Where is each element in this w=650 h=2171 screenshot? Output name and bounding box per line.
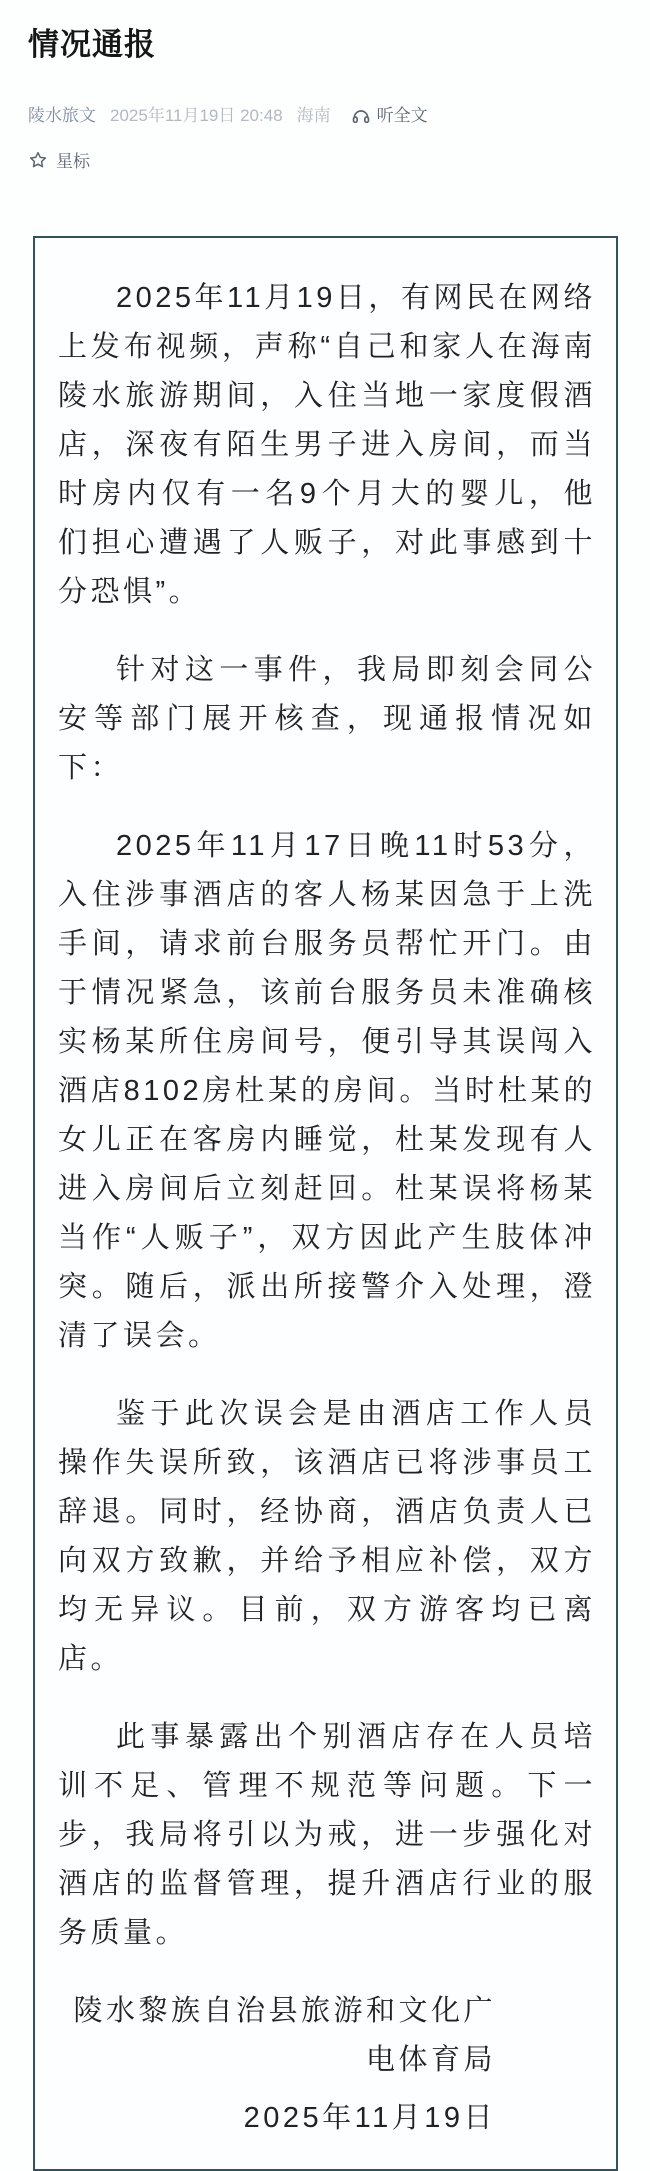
publish-location: 海南 (296, 106, 331, 125)
notice-paragraph-5: 此事暴露出个别酒店存在人员培训不足、管理不规范等问题。下一步，我局将引以为戒，进一步强化对酒店的监督管理，提升酒店行业的服务质量。 (58, 1721, 596, 1949)
notice-box (33, 236, 618, 2171)
account-name-link[interactable]: 陵水旅文 (28, 106, 96, 125)
publish-datetime: 2025年11月19日 20:48 (110, 106, 283, 125)
page-title: 情况通报 (28, 27, 156, 62)
signature-block (58, 1987, 596, 2143)
star-button[interactable] (28, 147, 90, 172)
notice-paragraph-3: 2025年11月17日晚11时53分，入住涉事酒店的客人杨某因急于上洗手间，请求前台服务员帮忙开门。由于情况紧急，该前台服务员未准确核实杨某所住房间号，便引导其误闯入酒店8102房杜某的房间。当时杜某的女儿正在客房内睡觉，杜某发现有人进入房间后立刻赶回。杜某误将杨某当作“人贩子”，双方因此产生肢体冲突。随后，派出所接警介入处理，澄清了误会。 (58, 830, 596, 1352)
signature-date: 2025年11月19日 (243, 2102, 496, 2134)
notice-paragraph-2: 针对这一事件，我局即刻会同公安等部门展开核查，现通报情况如下： (58, 654, 596, 784)
star-label: 星标 (56, 152, 90, 171)
listen-label: 听全文 (376, 106, 428, 125)
listen-full-text-button[interactable] (351, 104, 428, 128)
notice-paragraph-4: 鉴于此次误会是由酒店工作人员操作失误所致，该酒店已将涉事员工辞退。同时，经协商，酒店负责人已向双方致歉，并给予相应补偿，双方均无异议。目前，双方游客均已离店。 (58, 1398, 596, 1675)
headphones-icon (351, 106, 371, 126)
notice-paragraph-1: 2025年11月19日，有网民在网络上发布视频，声称“自己和家人在海南陵水旅游期间，入住当地一家度假酒店，深夜有陌生男子进入房间，而当时房内仅有一名9个月大的婴儿，他们担心遭遇了人贩子，对此事感到十分恐惧”。 (58, 282, 596, 608)
star-outline-icon (28, 150, 48, 170)
article-meta (28, 104, 622, 128)
signature-org: 陵水黎族自治县旅游和文化广电体育局 (73, 1995, 496, 2076)
article-header (0, 0, 650, 172)
